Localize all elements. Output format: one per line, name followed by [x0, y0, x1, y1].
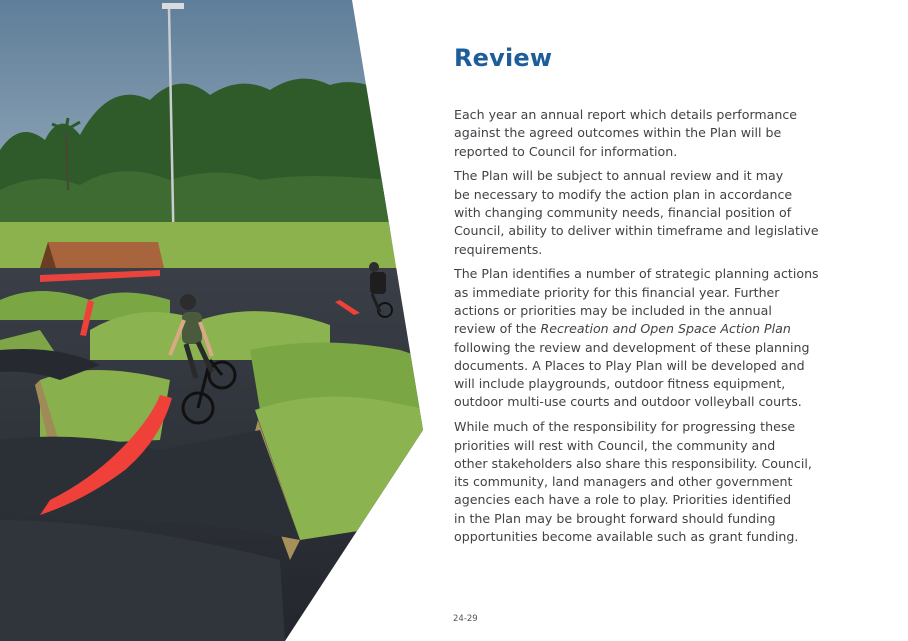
text-line: requirements. — [454, 241, 543, 257]
text-line: as immediate priority for this financial year. Further — [454, 284, 780, 300]
paragraph-annual-review — [454, 167, 839, 258]
text-line: in the Plan may be brought forward should funding — [454, 510, 776, 526]
wooden-ramp — [40, 242, 164, 268]
text-line: opportunities become available such as grant funding. — [454, 529, 799, 545]
pump-track-photo — [0, 0, 430, 641]
text-line: The Plan identifies a number of strategic planning actions — [454, 266, 819, 282]
text-fragment: review of the — [454, 321, 541, 337]
review-body — [454, 106, 839, 553]
text-line: agencies each have a role to play. Priorities identified — [454, 492, 792, 508]
text-line: against the agreed outcomes within the Plan will be — [454, 125, 782, 141]
paragraph-responsibility — [454, 418, 839, 546]
text-line: following the review and development of these planning — [454, 339, 810, 355]
text-line: Council, ability to deliver within timeframe and legislative — [454, 223, 819, 239]
text-line: documents. A Places to Play Plan will be developed and — [454, 357, 805, 373]
text-line: other stakeholders also share this responsibility. Council, — [454, 455, 812, 471]
text-line: outdoor multi-use courts and outdoor volleyball courts. — [454, 394, 802, 410]
plan-title-italic: Recreation and Open Space Action Plan — [540, 321, 791, 337]
page-number: 24-29 — [453, 614, 478, 624]
text-line: Each year an annual report which details performance — [454, 107, 798, 122]
text-line: The Plan will be subject to annual review and it may — [454, 168, 784, 184]
text-line: priorities will rest with Council, the community and — [454, 437, 776, 453]
text-line: While much of the responsibility for progressing these — [454, 419, 796, 435]
page-title: Review — [454, 44, 553, 72]
text-line: reported to Council for information. — [454, 143, 678, 159]
text-line: be necessary to modify the action plan in accordance — [454, 186, 793, 202]
text-line: its community, land managers and other government — [454, 474, 793, 490]
text-line: actions or priorities may be included in the annual — [454, 302, 772, 318]
paragraph-annual-report — [454, 106, 839, 161]
text-line — [454, 320, 839, 338]
text-line: with changing community needs, financial position of — [454, 204, 792, 220]
text-line: will include playgrounds, outdoor fitness equipment, — [454, 376, 786, 392]
paragraph-strategic-actions — [454, 265, 839, 411]
